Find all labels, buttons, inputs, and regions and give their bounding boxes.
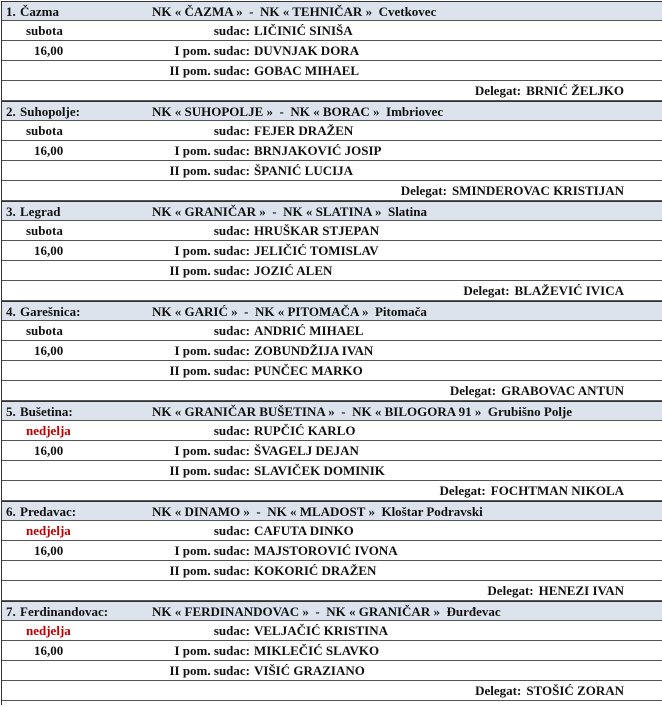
delegate [440, 482, 624, 499]
assistant-2-name: KOKORIĆ DRAŽEN [254, 563, 377, 578]
delegate-label: Delegat: [449, 383, 497, 398]
match-teams [152, 103, 443, 120]
away-team-place: Kloštar Podravski [381, 504, 483, 519]
match-header-row [2, 401, 662, 421]
assistant-2-label: II pom. sudac: [169, 363, 250, 378]
away-team: NK « SLATINA » [283, 204, 382, 219]
home-team: NK « ČAZMA » [152, 4, 243, 19]
assistant-2-row [2, 261, 662, 281]
home-team: NK « GRANIČAR BUŠETINA » [152, 404, 335, 419]
match-day: nedjelja [26, 423, 71, 438]
assistant-2-row [2, 561, 662, 581]
referee-row [2, 621, 662, 641]
match-block [2, 501, 662, 601]
delegate-name: FOCHTMAN NIKOLA [490, 483, 624, 498]
assistant-2-row [2, 61, 662, 81]
assistant-1-label: I pom. sudac: [174, 43, 250, 58]
home-team: NK « GARIĆ » [152, 304, 238, 319]
match-day: subota [26, 123, 63, 138]
away-team-place: Pitomača [374, 304, 427, 319]
delegate-label: Delegat: [439, 483, 486, 498]
referee-label: sudac: [213, 623, 250, 638]
match-header-row [2, 601, 662, 621]
assistant-1-row [2, 141, 662, 161]
delegate-row [2, 181, 662, 201]
match-number: 2. [6, 104, 16, 119]
delegate [475, 82, 624, 99]
referee-row [2, 321, 662, 341]
home-team: NK « SUHOPOLJE » [152, 104, 273, 119]
assistant-1-name: MIKLEČIĆ SLAVKO [254, 643, 380, 658]
away-team: NK « GRANIČAR » [326, 604, 440, 619]
kickoff-time: 16,00 [34, 443, 64, 458]
assistant-1-label: I pom. sudac: [174, 343, 250, 358]
away-team: NK « TEHNIČAR » [259, 4, 373, 19]
assistant-1-name: DUVNJAK DORA [254, 43, 360, 58]
match-block [2, 301, 662, 401]
assistant-2-row [2, 161, 662, 181]
venue-city: Bušetina: [20, 404, 73, 419]
team-separator: - [244, 304, 249, 319]
delegate-row [2, 581, 662, 601]
match-header-row [2, 301, 662, 321]
referee-name: HRUŠKAR STJEPAN [254, 223, 380, 238]
match-block [2, 1, 662, 101]
assistant-1-row [2, 341, 662, 361]
home-team: NK « FERDINANDOVAC » [152, 604, 309, 619]
match-day: subota [26, 323, 63, 338]
assistant-1-label: I pom. sudac: [174, 643, 250, 658]
match-teams [152, 503, 483, 520]
venue-city: Legrad [20, 204, 61, 219]
delegate-name: GRABOVAC ANTUN [501, 383, 624, 398]
assistant-2-label: II pom. sudac: [169, 563, 250, 578]
kickoff-time: 16,00 [34, 243, 64, 258]
delegate-row [2, 281, 662, 301]
assistant-2-label: II pom. sudac: [169, 263, 250, 278]
match-teams [152, 303, 427, 320]
referee-label: sudac: [213, 123, 250, 138]
referee-label: sudac: [213, 23, 250, 38]
kickoff-time: 16,00 [34, 343, 64, 358]
referee-label: sudac: [213, 323, 250, 338]
referee-name: LIČINIĆ SINIŠA [254, 23, 353, 38]
assistant-2-label: II pom. sudac: [169, 463, 250, 478]
delegate [463, 282, 624, 299]
match-day: subota [26, 223, 63, 238]
assistant-1-row [2, 641, 662, 661]
match-header-row [2, 101, 662, 121]
match-block [2, 101, 662, 201]
home-team: NK « DINAMO » [152, 504, 250, 519]
referee-name: CAFUTA DINKO [254, 523, 354, 538]
delegate [450, 382, 624, 399]
assistant-1-label: I pom. sudac: [174, 443, 250, 458]
referee-name: RUPČIĆ KARLO [254, 423, 356, 438]
referee-row [2, 121, 662, 141]
referee-label: sudac: [213, 523, 250, 538]
match-block [2, 601, 662, 701]
assistant-2-name: PUNČEC MARKO [254, 363, 363, 378]
team-separator: - [256, 504, 261, 519]
delegate-row [2, 81, 662, 101]
referee-name: VELJAČIĆ KRISTINA [254, 623, 388, 638]
match-teams [152, 203, 427, 220]
delegate-name: STOŠIĆ ZORAN [526, 683, 624, 698]
away-team: NK « BILOGORA 91 » [352, 404, 482, 419]
delegate-label: Delegat: [474, 83, 522, 98]
match-header-row [2, 1, 662, 21]
away-team-place: Cvetkovec [378, 4, 437, 19]
assistant-1-name: MAJSTOROVIĆ IVONA [254, 543, 398, 558]
delegate [401, 182, 624, 199]
assistant-1-name: ŠVAGELJ DEJAN [254, 443, 359, 458]
team-separator: - [272, 204, 277, 219]
assistant-1-name: ZOBUNDŽIJA IVAN [254, 343, 374, 358]
match-number: 3. [6, 204, 16, 219]
assistant-1-row [2, 541, 662, 561]
assistant-1-label: I pom. sudac: [174, 243, 250, 258]
venue-city: Garešnica: [20, 304, 81, 319]
assistant-2-name: JOZIĆ ALEN [254, 263, 333, 278]
away-team-place: Đurđevac [446, 604, 501, 619]
delegate-name: BRNIĆ ŽELJKO [526, 83, 624, 98]
match-number: 7. [6, 604, 16, 619]
kickoff-time: 16,00 [34, 643, 64, 658]
match-teams [152, 3, 436, 20]
venue-city: Predavac: [20, 504, 77, 519]
delegate-label: Delegat: [487, 583, 534, 598]
away-team-place: Slatina [387, 204, 427, 219]
referee-name: FEJER DRAŽEN [254, 123, 354, 138]
delegate-label: Delegat: [400, 183, 447, 198]
away-team: NK « MLADOST » [267, 504, 375, 519]
assistant-1-row [2, 41, 662, 61]
match-number: 6. [6, 504, 16, 519]
delegate-row [2, 481, 662, 501]
delegate-label: Delegat: [463, 283, 510, 298]
delegate-name: BLAŽEVIĆ IVICA [514, 283, 624, 298]
team-separator: - [279, 104, 284, 119]
assistant-1-row [2, 441, 662, 461]
referee-label: sudac: [213, 223, 250, 238]
match-number: 5. [6, 404, 16, 419]
delegate-label: Delegat: [475, 683, 522, 698]
assistant-2-row [2, 361, 662, 381]
away-team-place: Imbriovec [386, 104, 444, 119]
home-team: NK « GRANIČAR » [152, 204, 266, 219]
referee-label: sudac: [213, 423, 250, 438]
match-number: 1. [6, 4, 16, 19]
assistant-2-label: II pom. sudac: [169, 63, 250, 78]
venue-city: Ferdinandovac: [20, 604, 109, 619]
kickoff-time: 16,00 [34, 143, 64, 158]
referee-row [2, 521, 662, 541]
assistant-2-name: VIŠIĆ GRAZIANO [254, 663, 365, 678]
referee-row [2, 421, 662, 441]
assistant-1-name: BRNJAKOVIĆ JOSIP [254, 143, 382, 158]
match-day: nedjelja [26, 623, 71, 638]
delegate [487, 582, 624, 599]
kickoff-time: 16,00 [34, 543, 64, 558]
assistant-2-row [2, 461, 662, 481]
delegate [475, 682, 624, 699]
assistant-2-name: ŠPANIĆ LUCIJA [254, 163, 354, 178]
match-header-row [2, 501, 662, 521]
assistant-2-name: SLAVIČEK DOMINIK [254, 463, 385, 478]
fixtures-document [1, 1, 662, 705]
team-separator: - [341, 404, 346, 419]
assistant-1-label: I pom. sudac: [174, 143, 250, 158]
match-header-row [2, 201, 662, 221]
referee-row [2, 221, 662, 241]
match-teams [152, 403, 572, 420]
away-team: NK « BORAC » [290, 104, 380, 119]
match-number: 4. [6, 304, 16, 319]
match-day: nedjelja [26, 523, 71, 538]
referee-name: ANDRIĆ MIHAEL [254, 323, 364, 338]
assistant-1-label: I pom. sudac: [174, 543, 250, 558]
assistant-2-name: GOBAC MIHAEL [254, 63, 360, 78]
kickoff-time: 16,00 [34, 43, 64, 58]
assistant-2-row [2, 661, 662, 681]
venue-city: Suhopolje: [20, 104, 80, 119]
assistant-1-name: JELIČIĆ TOMISLAV [254, 243, 379, 258]
team-separator: - [249, 4, 254, 19]
team-separator: - [315, 604, 320, 619]
match-block [2, 401, 662, 501]
referee-row [2, 21, 662, 41]
delegate-row [2, 681, 662, 701]
assistant-1-row [2, 241, 662, 261]
delegate-name: HENEZI IVAN [538, 583, 624, 598]
match-block [2, 201, 662, 301]
assistant-2-label: II pom. sudac: [169, 663, 250, 678]
away-team: NK « PITOMAČA » [254, 304, 369, 319]
match-teams [152, 603, 501, 620]
delegate-row [2, 381, 662, 401]
delegate-name: SMINDEROVAC KRISTIJAN [451, 183, 624, 198]
away-team-place: Grubišno Polje [487, 404, 573, 419]
assistant-2-label: II pom. sudac: [169, 163, 250, 178]
match-day: subota [26, 23, 63, 38]
venue-city: Čazma [20, 4, 59, 19]
